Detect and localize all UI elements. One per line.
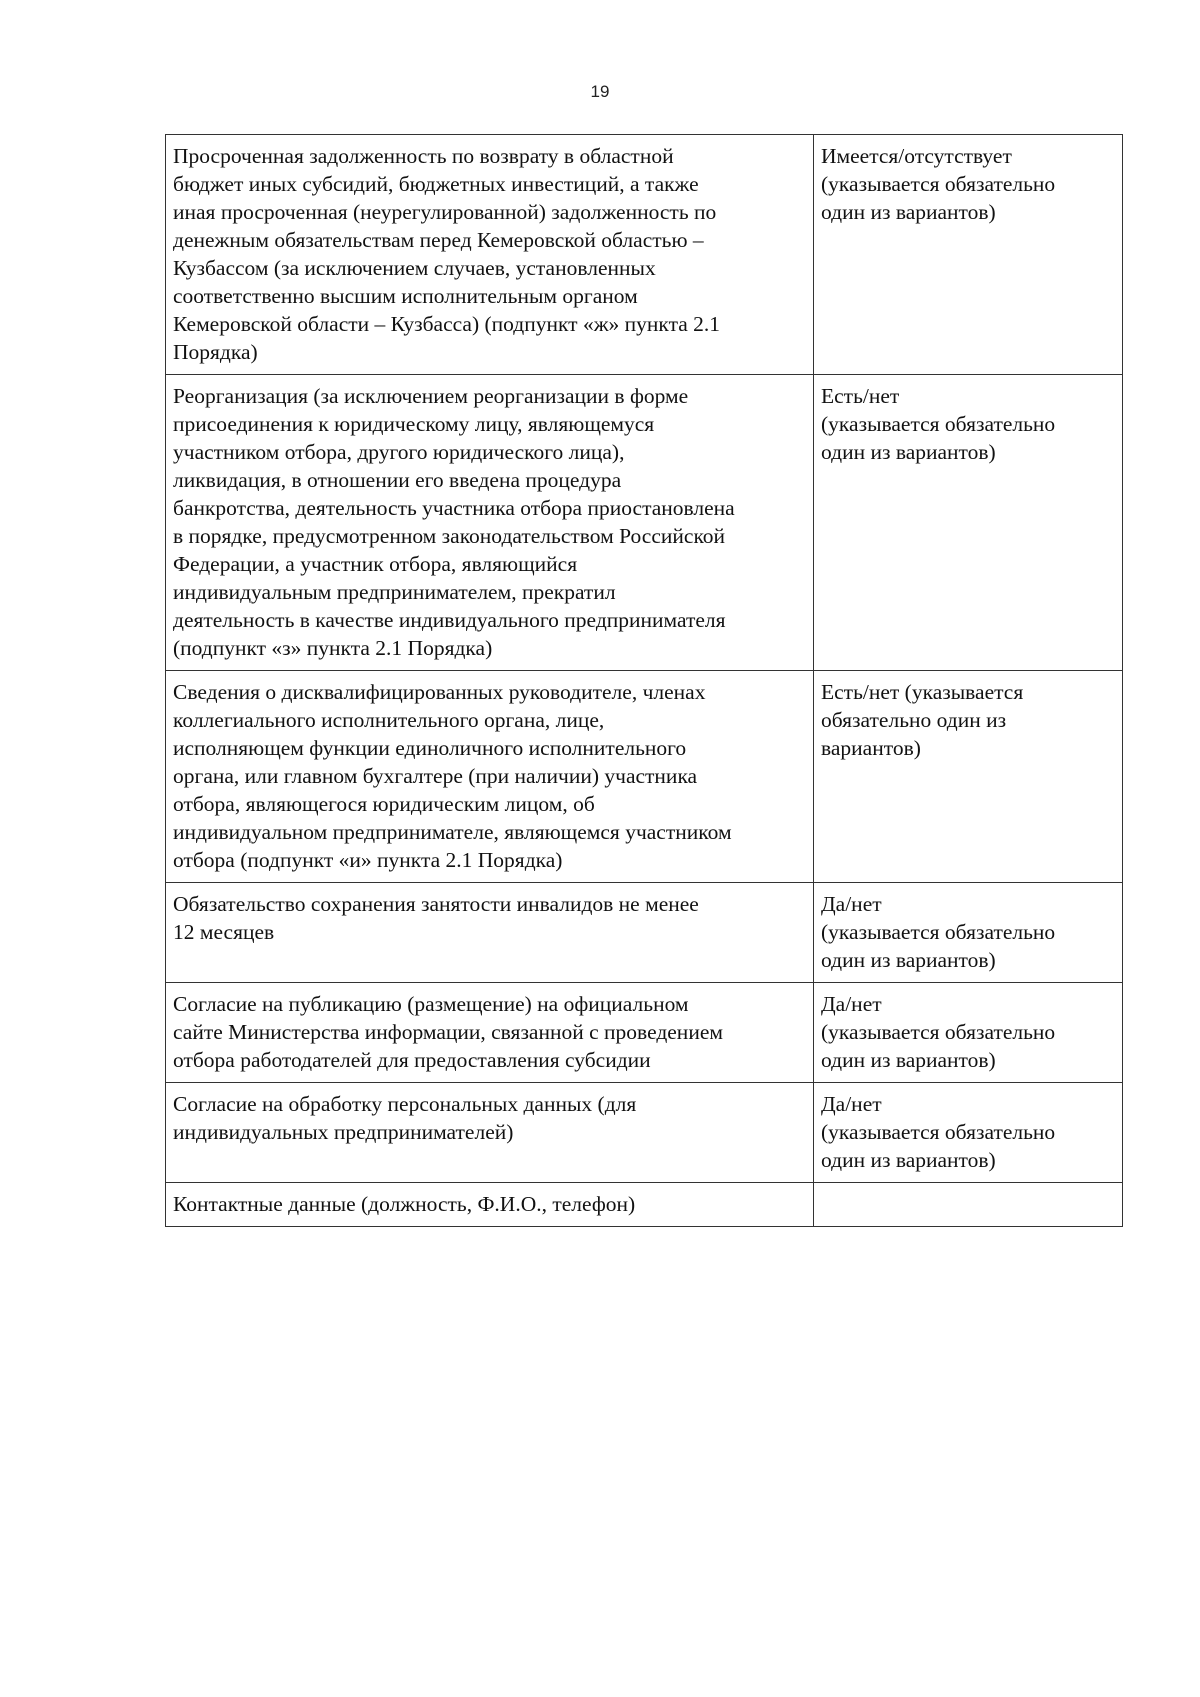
table-row: [166, 1183, 1123, 1227]
answer-cell: Да/нет (указывается обязательно один из вариантов): [814, 983, 1123, 1083]
table-row: [166, 671, 1123, 883]
criterion-cell: Реорганизация (за исключением реорганизации в форме присоединения к юридическому лицу, являющемуся участником отбора, другого юридического лица), ликвидация, в отношении его введена процедура банкротства, деятельность участника отбора приостановлена в порядке, предусмотренном законодательством Российской Федерации, а участник отбора, являющийся индивидуальным предпринимателем, прекратил деятельность в качестве индивидуального предпринимателя (подпункт «з» пункта 2.1 Порядка): [166, 375, 814, 671]
criterion-cell: Сведения о дисквалифицированных руководителе, членах коллегиального исполнительного органа, лице, исполняющем функции единоличного исполнительного органа, или главном бухгалтере (при наличии) участника отбора, являющегося юридическим лицом, об индивидуальном предпринимателе, являющемся участником отбора (подпункт «и» пункта 2.1 Порядка): [166, 671, 814, 883]
criterion-cell: Обязательство сохранения занятости инвалидов не менее 12 месяцев: [166, 883, 814, 983]
table-row: [166, 983, 1123, 1083]
answer-cell: Да/нет (указывается обязательно один из вариантов): [814, 1083, 1123, 1183]
table-row: [166, 375, 1123, 671]
page-number: 19: [590, 82, 610, 101]
table-row: [166, 883, 1123, 983]
answer-cell: Да/нет (указывается обязательно один из вариантов): [814, 883, 1123, 983]
criterion-cell: Просроченная задолженность по возврату в областной бюджет иных субсидий, бюджетных инвестиций, а также иная просроченная (неурегулированной) задолженность по денежным обязательствам перед Кемеровской областью – Кузбассом (за исключением случаев, установленных соответственно высшим исполнительным органом Кемеровской области – Кузбасса) (подпункт «ж» пункта 2.1 Порядка): [166, 135, 814, 375]
requirements-table: [165, 134, 1123, 1227]
answer-cell: Есть/нет (указывается обязательно один из вариантов): [814, 671, 1123, 883]
answer-cell: Есть/нет (указывается обязательно один из вариантов): [814, 375, 1123, 671]
answer-cell: Имеется/отсутствует (указывается обязательно один из вариантов): [814, 135, 1123, 375]
criterion-cell: Согласие на обработку персональных данных (для индивидуальных предпринимателей): [166, 1083, 814, 1183]
table-row: [166, 1083, 1123, 1183]
criterion-cell: Согласие на публикацию (размещение) на официальном сайте Министерства информации, связанной с проведением отбора работодателей для предоставления субсидии: [166, 983, 814, 1083]
contact-answer-cell[interactable]: [814, 1183, 1123, 1227]
table-row: [166, 135, 1123, 375]
criterion-cell: Контактные данные (должность, Ф.И.О., телефон): [166, 1183, 814, 1227]
